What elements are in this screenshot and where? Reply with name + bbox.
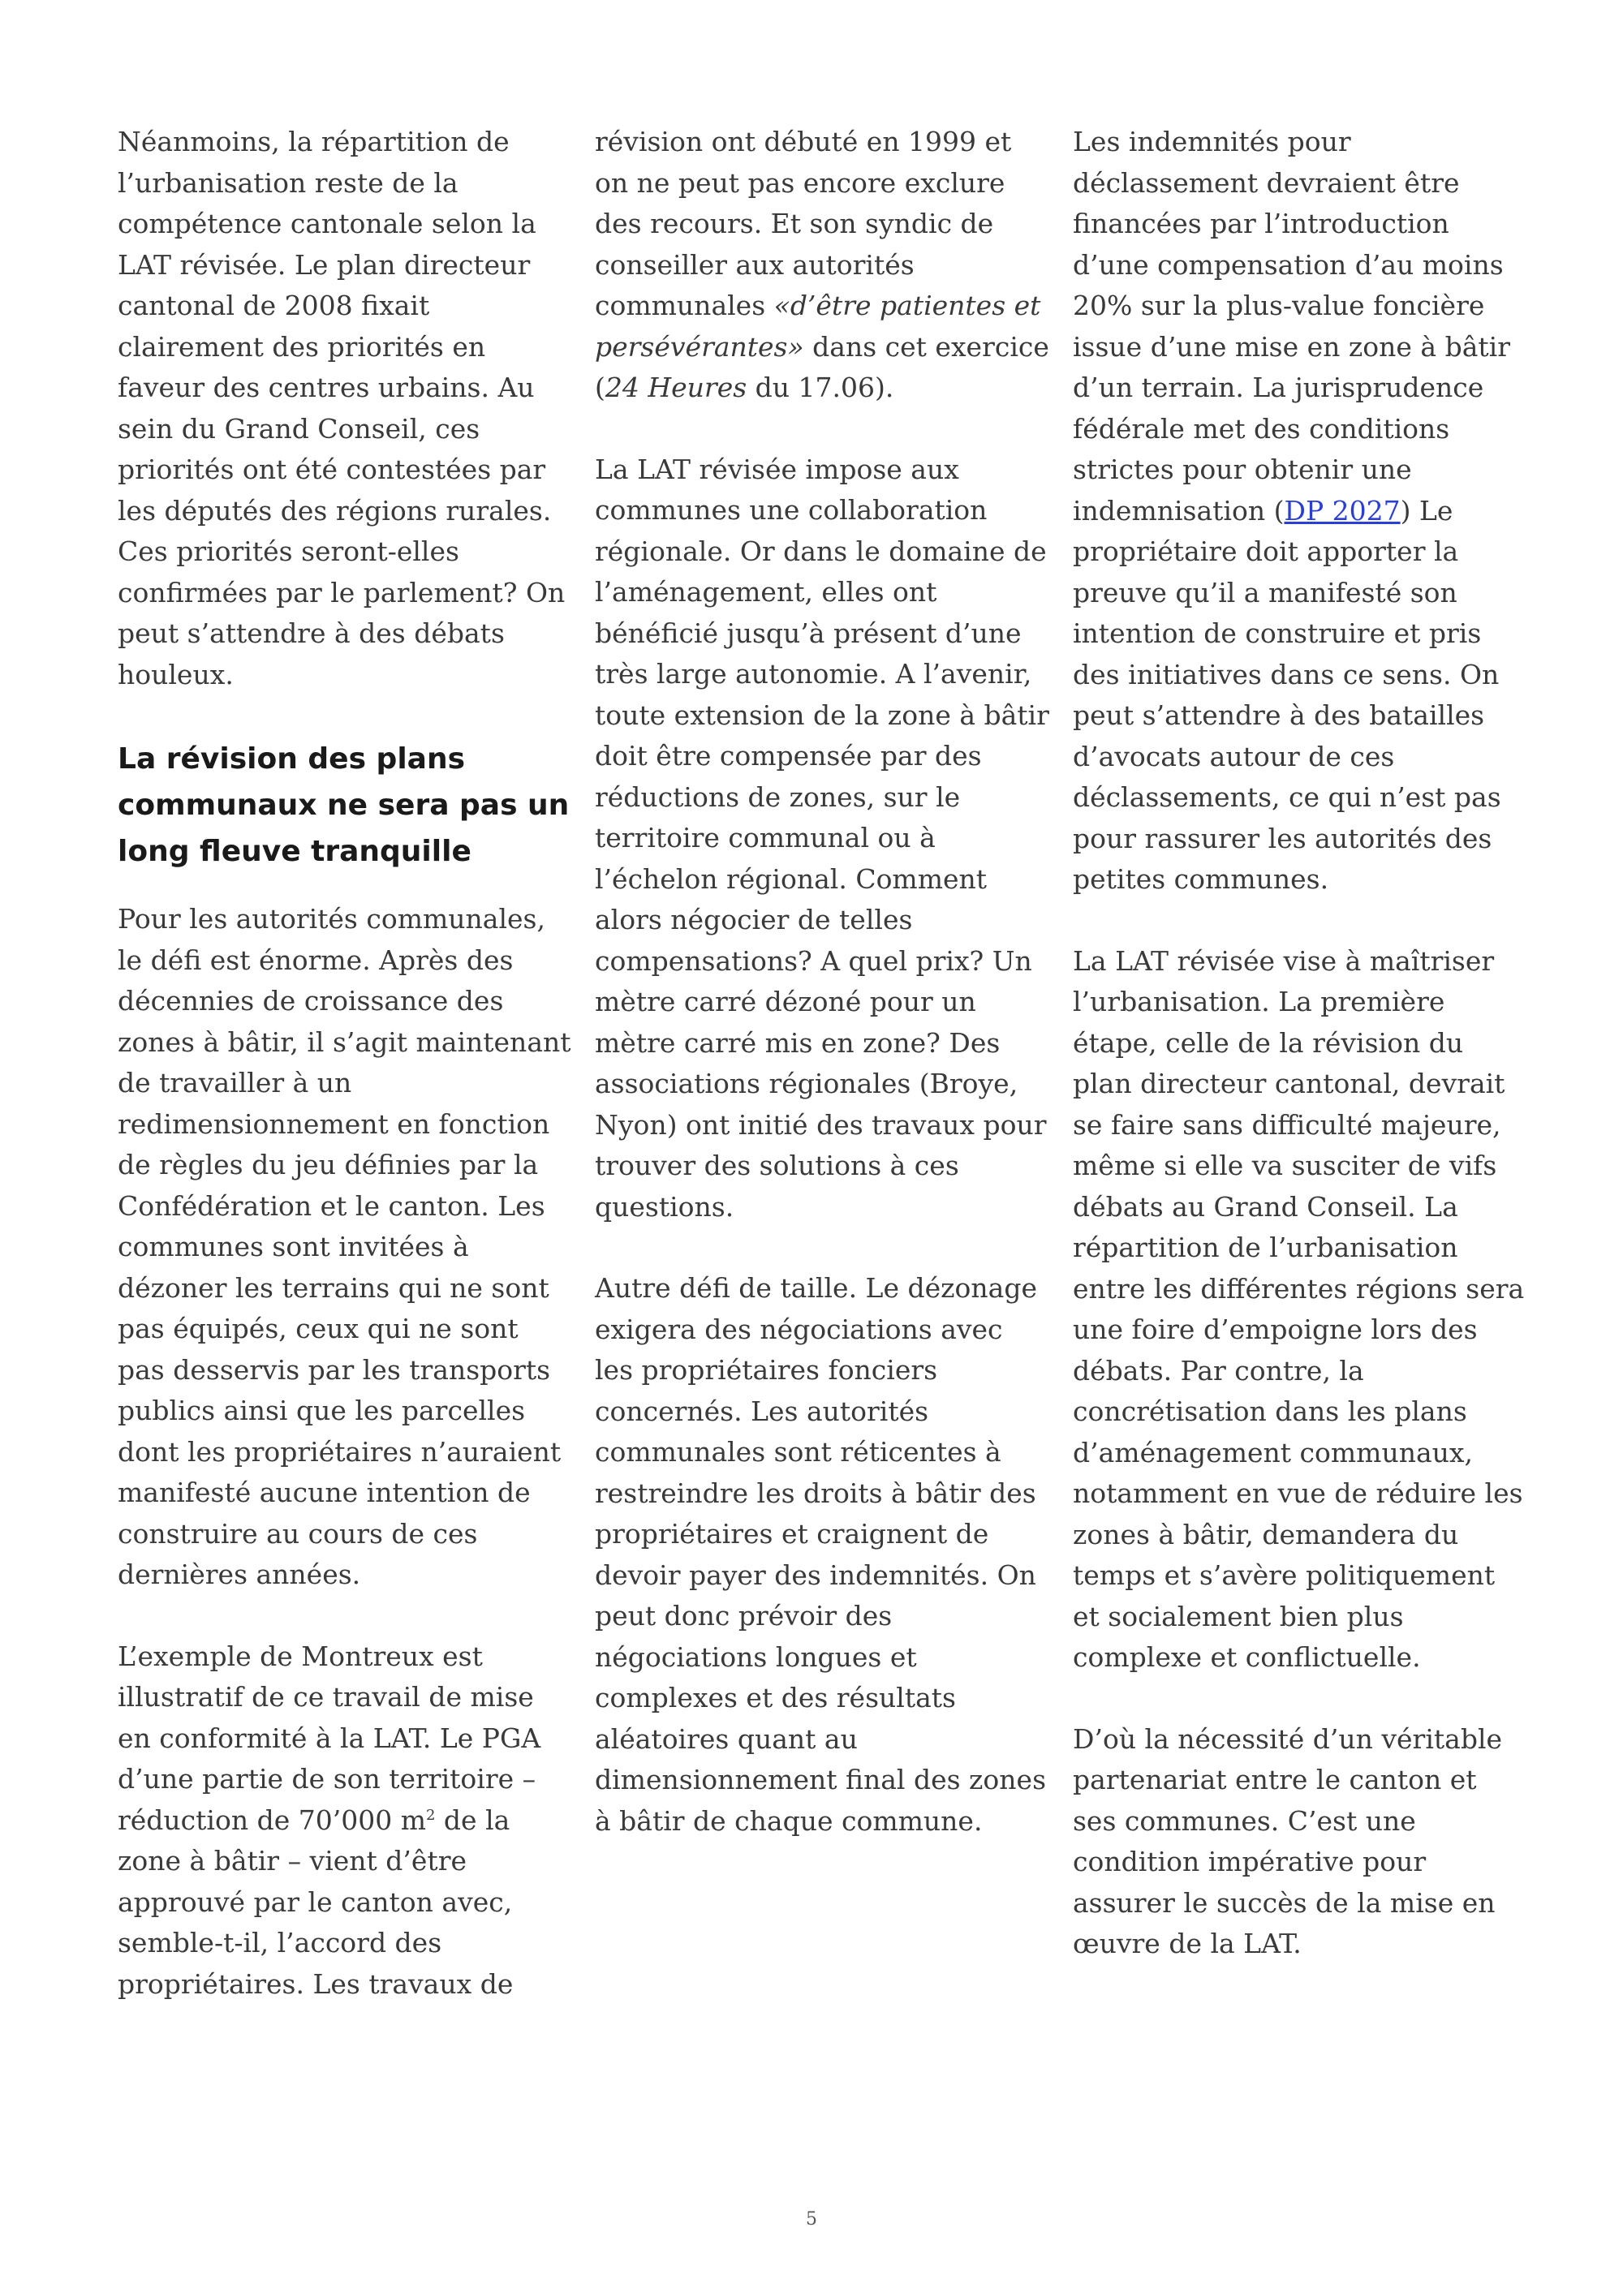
text-run: L’exemple de Montreux est illustratif de ce travail de mise en conformité à la LAT. Le PGA d’une partie de son territoire – réduction de 70’000 m	[118, 1640, 541, 1836]
text-run: du 17.06).	[747, 372, 894, 403]
text-run: Les indemnités pour déclassement devraient être financées par l’introduction d’une compensation d’au moins 20% sur la plus-value foncière issue d’une mise en zone à bâtir d’un terrain. La jurisprudence fédérale met des conditions strictes pour obtenir une indemnisation (	[1073, 126, 1510, 527]
paragraph: Autre défi de taille. Le dézonage exigera des négociations avec les propriétaires fonciers concernés. Les autorités communales sont réticentes à restreindre les droits à bâtir des propriétaires et craignent de devoir payer des indemnités. On peut donc prévoir des négociations longues et complexes et des résultats aléatoires quant au dimensionnement final des zones à bâtir de chaque commune.	[595, 1272, 1047, 1837]
text-run: dans cet exercice (	[595, 330, 1049, 403]
text-run: révision ont débuté en 1999 et on ne peut pas encore exclure des recours. Et son syndic de conseiller aux autorités communales	[595, 126, 1012, 321]
paragraph: La LAT révisée impose aux communes une collaboration régionale. Or dans le domaine de l’aménagement, elles ont bénéficié jusqu’à présent d’une très large autonomie. A l’avenir, toute extension de la zone à bâtir doit être compensée par des réductions de zones, sur le territoire communal ou à l’échelon régional. Comment alors négocier de telles compensations? A quel prix? Un mètre carré dézoné pour un mètre carré mis en zone? Des associations régionales (Broye, Nyon) ont initié des travaux pour trouver des solutions à ces questions.	[595, 453, 1049, 1223]
paragraph	[595, 122, 1049, 409]
page-number: 5	[806, 2209, 817, 2229]
source-name: 24 Heures	[605, 372, 747, 403]
superscript: 2	[425, 1806, 436, 1824]
paragraph	[118, 1636, 572, 2006]
dp-2027-link[interactable]: DP 2027	[1284, 494, 1401, 527]
paragraph: D’où la nécessité d’un véritable partenariat entre le canton et ses communes. C’est une condition impérative pour assurer le succès de la mise en œuvre de la LAT.	[1073, 1722, 1503, 1959]
quote: «d’être patientes et persévérantes»	[595, 290, 1041, 363]
paragraph: Néanmoins, la répartition de l’urbanisation reste de la compétence cantonale selon la LAT révisée. Le plan directeur cantonal de 2008 fixait clairement des priorités en faveur des centres urbains. Au sein du Grand Conseil, ces priorités ont été contestées par les députés des régions rurales. Ces priorités seront-elles confirmées par le parlement? On peut s’attendre à des débats houleux.	[118, 126, 566, 690]
section-heading: La révision des plans communaux ne sera pas un long fleuve tranquille	[118, 742, 570, 868]
column-1	[118, 122, 572, 2045]
paragraph: La LAT révisée vise à maîtriser l’urbanisation. La première étape, celle de la révision du plan directeur cantonal, devrait se faire sans difficulté majeure, même si elle va susciter de vifs débats au Grand Conseil. La répartition de l’urbanisation entre les différentes régions sera une foire d’empoigne lors des débats. Par contre, la concrétisation dans les plans d’aménagement communaux, notamment en vue de réduire les zones à bâtir, demandera du temps et s’avère politiquement et socialement bien plus complexe et conflictuelle.	[1073, 944, 1525, 1673]
paragraph: Pour les autorités communales, le défi est énorme. Après des décennies de croissance des zones à bâtir, il s’agit maintenant de travailler à un redimensionnement en fonction de règles du jeu définies par la Confédération et le canton. Les communes sont invitées à dézoner les terrains qui ne sont pas équipés, ceux qui ne sont pas desservis par les transports publics ainsi que les parcelles dont les propriétaires n’auraient manifesté aucune intention de construire au cours de ces dernières années.	[118, 903, 571, 1590]
paragraph	[1073, 122, 1527, 901]
column-3	[1073, 122, 1527, 2006]
text-run: de la zone à bâtir – vient d’être approuvé par le canton avec, semble-t-il, l’accord des propriétaires. Les travaux de	[118, 1804, 514, 2000]
text-run: ) Le propriétaire doit apporter la preuve qu’il a manifesté son intention de construire et pris des initiatives dans ce sens. On peut s’attendre à des batailles d’avocats autour de ces déclassements, ce qui n’est pas pour rassurer les autorités des petites communes.	[1073, 494, 1501, 895]
column-2	[595, 122, 1049, 1882]
